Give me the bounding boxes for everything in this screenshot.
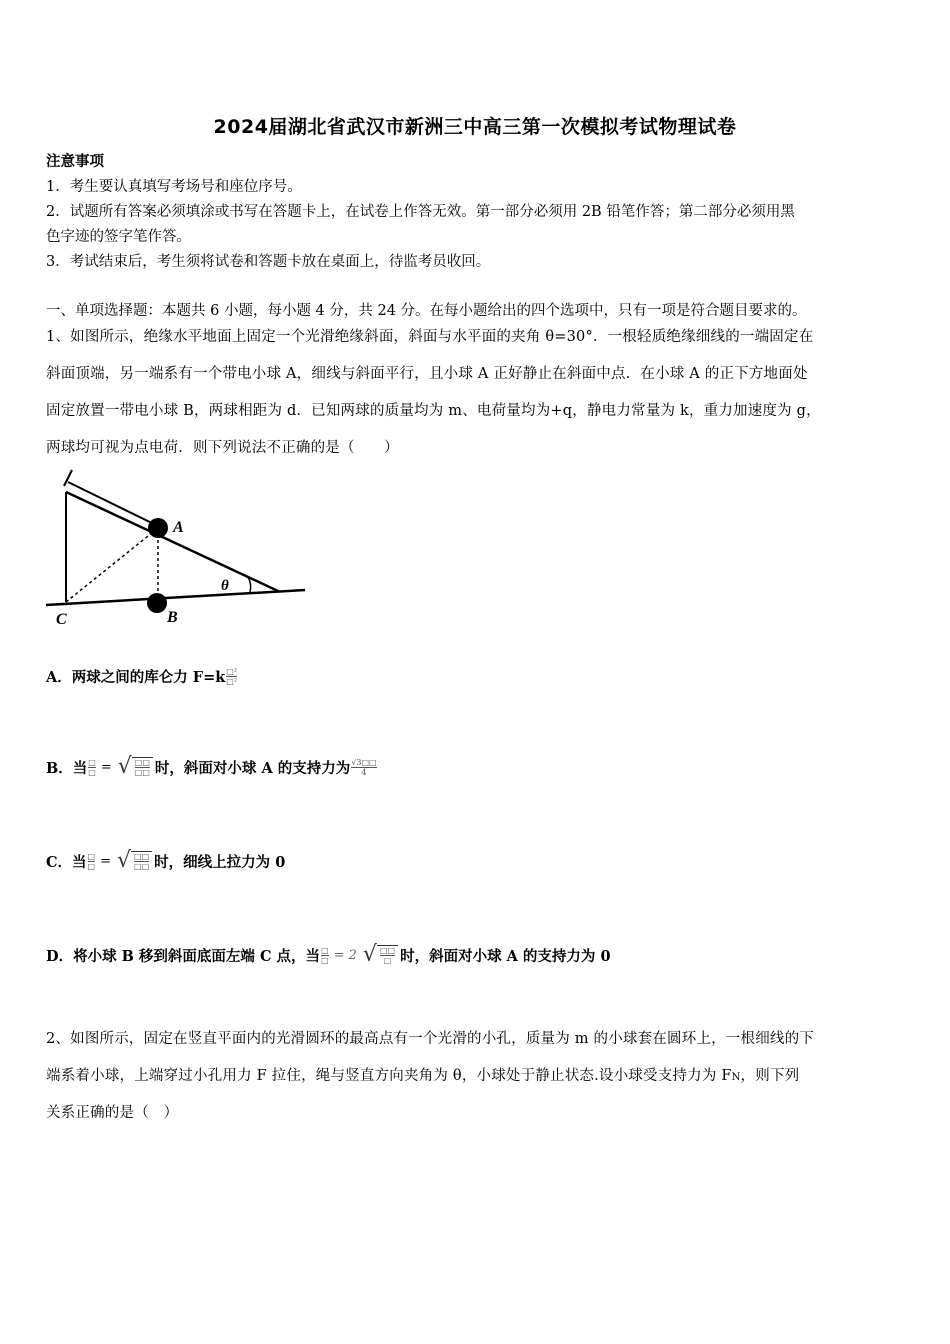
fn-subscript: N — [731, 1072, 741, 1083]
q1-line-2: 斜面顶端，另一端系有一个带电小球 A，细线与斜面平行，且小球 A 正好静止在斜面中点．在小球 A 的正下方地面处 — [46, 366, 808, 382]
option-c[interactable] — [46, 850, 285, 872]
label-a: A — [173, 519, 184, 536]
frac-num: □□ — [379, 946, 396, 955]
q1-line-3: 固定放置一带电小球 B，两球相距为 d．已知两球的质量均为 m、电荷量均为+q，静电力常量为 k，重力加速度为 g， — [46, 403, 821, 419]
q1-figure — [40, 464, 310, 634]
frac-den: □ — [321, 955, 329, 965]
option-a-fraction — [226, 667, 237, 686]
q2-line-2 — [46, 1066, 908, 1088]
page-title: 2024届湖北省武汉市新洲三中高三第一次模拟考试物理试卷 — [213, 116, 737, 138]
q1-line-4: 两球均可视为点电荷．则下列说法不正确的是（ ） — [46, 440, 399, 456]
frac-num: □² — [226, 667, 238, 676]
frac-num: □ — [88, 757, 96, 767]
equals-sign: = — [100, 759, 112, 775]
option-b[interactable] — [46, 756, 378, 778]
option-b-text: 时，斜面对小球 A 的支持力为 — [154, 759, 351, 777]
option-c-prefix: C．当 — [46, 853, 87, 871]
frac-den: □² — [226, 677, 238, 686]
notice-item-2: 2．试题所有答案必须填涂或书写在答题卡上，在试卷上作答无效。第一部分必须用 2B 铅笔作答；第二部分必须用黑 — [46, 204, 795, 220]
frac-num: □□ — [134, 852, 150, 861]
option-c-sqrt: √ $\frac{□□}{□□}$ — [117, 850, 152, 872]
label-theta: θ — [221, 578, 229, 594]
ball-a — [148, 518, 168, 538]
q2-line-2-tail: ，则下列 — [740, 1068, 800, 1084]
frac-den: □□ — [134, 862, 150, 871]
option-d-text: 时，斜面对小球 A 的支持力为 0 — [400, 947, 611, 965]
q2-line-2-text: 端系着小球，上端穿过小孔用力 F 拉住，绳与竖直方向夹角为 θ，小球处于静止状态.设小球受支持力为 F — [46, 1068, 732, 1084]
frac-num: □ — [87, 851, 96, 861]
option-c-ratio — [88, 852, 96, 871]
option-d-sqrt: √ $\frac{□□}{□}$ — [363, 944, 398, 966]
q2-line-3: 关系正确的是（ ） — [46, 1105, 179, 1121]
option-b-sqrt: √ $\frac{□□}{□□}$ — [118, 756, 153, 778]
label-b: B — [167, 609, 178, 626]
notice-item-1: 1．考生要认真填写考场号和座位序号。 — [46, 179, 302, 195]
ball-b — [147, 593, 167, 613]
option-b-prefix: B．当 — [46, 759, 88, 777]
option-b-ratio — [88, 758, 96, 777]
notice-heading: 注意事项 — [46, 153, 104, 170]
option-c-text: 时，细线上拉力为 0 — [154, 853, 286, 871]
frac-den: □ — [383, 956, 392, 965]
option-d-ratio — [321, 946, 329, 965]
section-heading: 一、单项选择题：本题共 6 小题，每小题 4 分，共 24 分。在每小题给出的四个选项中，只有一项是符合题目要求的。 — [46, 303, 807, 319]
q2-line-1: 2、如图所示，固定在竖直平面内的光滑圆环的最高点有一个光滑的小孔，质量为 m 的小球套在圆环上，一根细线的下 — [46, 1031, 814, 1047]
option-d[interactable] — [46, 944, 611, 966]
option-d-prefix: D．将小球 B 移到斜面底面左端 C 点，当 — [46, 947, 321, 965]
equals-sign: = — [100, 853, 112, 869]
frac-den: □ — [88, 767, 96, 777]
equals-two: = 2 — [333, 947, 357, 963]
incline-surface — [66, 492, 278, 591]
notice-item-3: 3．考试结束后，考生须将试卷和答题卡放在桌面上，待监考员收回。 — [46, 254, 491, 270]
frac-den: □□ — [134, 768, 150, 777]
label-c: C — [56, 611, 67, 628]
option-a-text: A．两球之间的库仑力 F=k — [46, 669, 226, 686]
option-a[interactable] — [46, 666, 238, 687]
ground-line — [46, 590, 305, 605]
frac-num: □ — [321, 945, 329, 955]
string-line — [68, 482, 158, 526]
notice-item-2-cont: 色字迹的签字笔作答。 — [46, 229, 191, 245]
option-b-result — [351, 758, 376, 777]
dashed-line-ca — [66, 528, 158, 602]
q1-line-1: 1、如图所示，绝缘水平地面上固定一个光滑绝缘斜面，斜面与水平面的夹角 θ=30°．一根轻质绝缘细线的一端固定在 — [46, 329, 814, 345]
frac-num: √3□□ — [351, 757, 377, 767]
frac-den: 4 — [361, 767, 367, 777]
frac-num: □□ — [134, 758, 150, 767]
frac-den: □ — [87, 861, 96, 871]
